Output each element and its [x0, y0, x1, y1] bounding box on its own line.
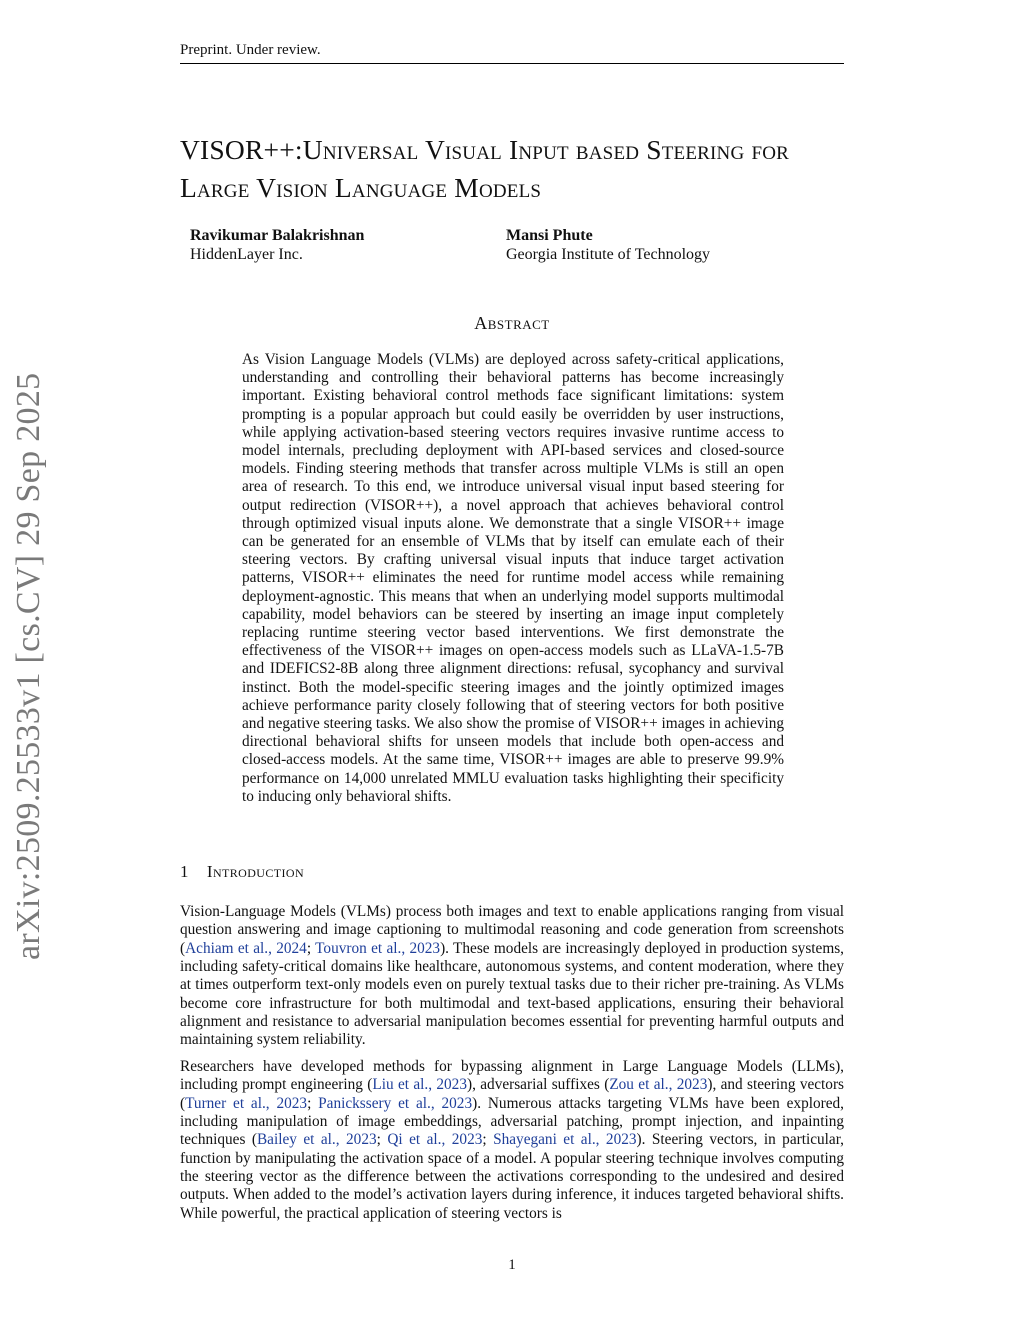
- abstract-heading: Abstract: [474, 313, 550, 333]
- citation-link[interactable]: Touvron et al., 2023: [315, 939, 441, 957]
- abstract-text: As Vision Language Models (VLMs) are deployed across safety-critical applications, understanding and controlling their behavioral patterns has become increasingly important. Existing behavioral control methods face significant limitations: system prompting is a popular approach but could easily be overridden by user instructions, while applying activation-based steering vectors requires invasive runtime access to model internals, precluding deployment with API-based services and closed-source models. Finding steering methods that transfer across multiple VLMs is still an open area of research. To this end, we introduce universal visual input based steering for output redirection (VISOR++), a novel approach that achieves behavioral control through optimized visual inputs alone. We demonstrate that a single VISOR++ image can be generated for an ensemble of VLMs that by itself can emulate each of their steering vectors. By crafting universal visual inputs that induce target activation patterns, VISOR++ eliminates the need for runtime model access while remaining deployment-agnostic. This means that when an underlying model supports multimodal capability, model behaviors can be steered by inserting an image input completely replacing runtime steering vector based interventions. We first demonstrate the effectiveness of the VISOR++ images on open-access models such as LLaVA-1.5-7B and IDEFICS2-8B along three alignment directions: refusal, sycophancy and survival instinct. Both the model-specific steering images and the jointly optimized images achieve performance parity closely following that of steering vectors for both positive and negative steering tasks. We also show the promise of VISOR++ images in achieving directional behavioral shifts for unseen models that include both open-access and closed-access models. At the same time, VISOR++ images are able to preserve 99.9% performance on 14,000 unrelated MMLU evaluation tasks highlighting their specificity to inducing only behavioral shifts.: [242, 351, 784, 805]
- page-number: 1: [508, 1257, 516, 1273]
- author-affiliation: Georgia Institute of Technology: [506, 246, 711, 263]
- citation-link[interactable]: Bailey et al., 2023: [256, 1131, 377, 1149]
- section-number: 1: [180, 862, 189, 881]
- arxiv-identifier: arXiv:2509.25533v1 [cs.CV] 29 Sep 2025: [10, 372, 47, 960]
- citation-link[interactable]: Qi et al., 2023: [387, 1131, 483, 1149]
- citation-link[interactable]: Liu et al., 2023: [372, 1076, 467, 1094]
- section-title: Introduction: [206, 862, 305, 881]
- citation-link[interactable]: Shayegani et al., 2023: [493, 1131, 637, 1149]
- citation-link[interactable]: Panickssery et al., 2023: [318, 1094, 473, 1112]
- author-affiliation: HiddenLayer Inc.: [190, 246, 303, 263]
- running-header: Preprint. Under review.: [180, 42, 844, 64]
- section-heading: [180, 862, 304, 882]
- author-block: [506, 226, 710, 264]
- paper-title: VISOR++:Universal Visual Input based Steering for Large Vision Language Models: [180, 134, 790, 203]
- body-paragraph: Researchers have developed methods for bypassing alignment in Large Language Models (LLMs), including prompt engineering (Liu et al., 2023), adversarial suffixes (Zou et al., 2023), and steering vectors (Turner et al., 2023; Panickssery et al., 2023). Numerous attacks targeting VLMs have been explored, including manipulation of image embeddings, adversarial patching, prompt injection, and inpainting techniques (Bailey et al., 2023; Qi et al., 2023; Shayegani et al., 2023). Steering vectors, in particular, function by manipulating the activation space of a model. A popular steering technique involves computing the steering vector as the difference between the activations corresponding to the undesired and desired outputs. When added to the model’s activation layers during inference, it induces targeted behavioral shifts. While powerful, the practical application of steering vectors is: [180, 1058, 845, 1222]
- citation-link[interactable]: Achiam et al., 2024: [185, 939, 307, 957]
- body-paragraph: Vision-Language Models (VLMs) process both images and text to enable applications ranging from visual question answering and image captioning to multimodal reasoning and code generation from screenshots (Achiam et al., 2024; Touvron et al., 2023). These models are increasingly deployed in production systems, including safety-critical domains like healthcare, autonomous systems, and content moderation, where they at times outperform text-only models even on purely textual tasks due to their richer pre-training. As VLMs become core infrastructure for both multimodal and text-based applications, ensuring their behavioral alignment and resistance to adversarial manipulation becomes essential for preventing harmful outputs and maintaining system reliability.: [180, 903, 844, 1049]
- author-name: Ravikumar Balakrishnan: [190, 227, 365, 244]
- author-block: [190, 226, 364, 264]
- citation-link[interactable]: Zou et al., 2023: [609, 1076, 708, 1094]
- author-name: Mansi Phute: [506, 227, 593, 244]
- citation-link[interactable]: Turner et al., 2023: [185, 1094, 308, 1112]
